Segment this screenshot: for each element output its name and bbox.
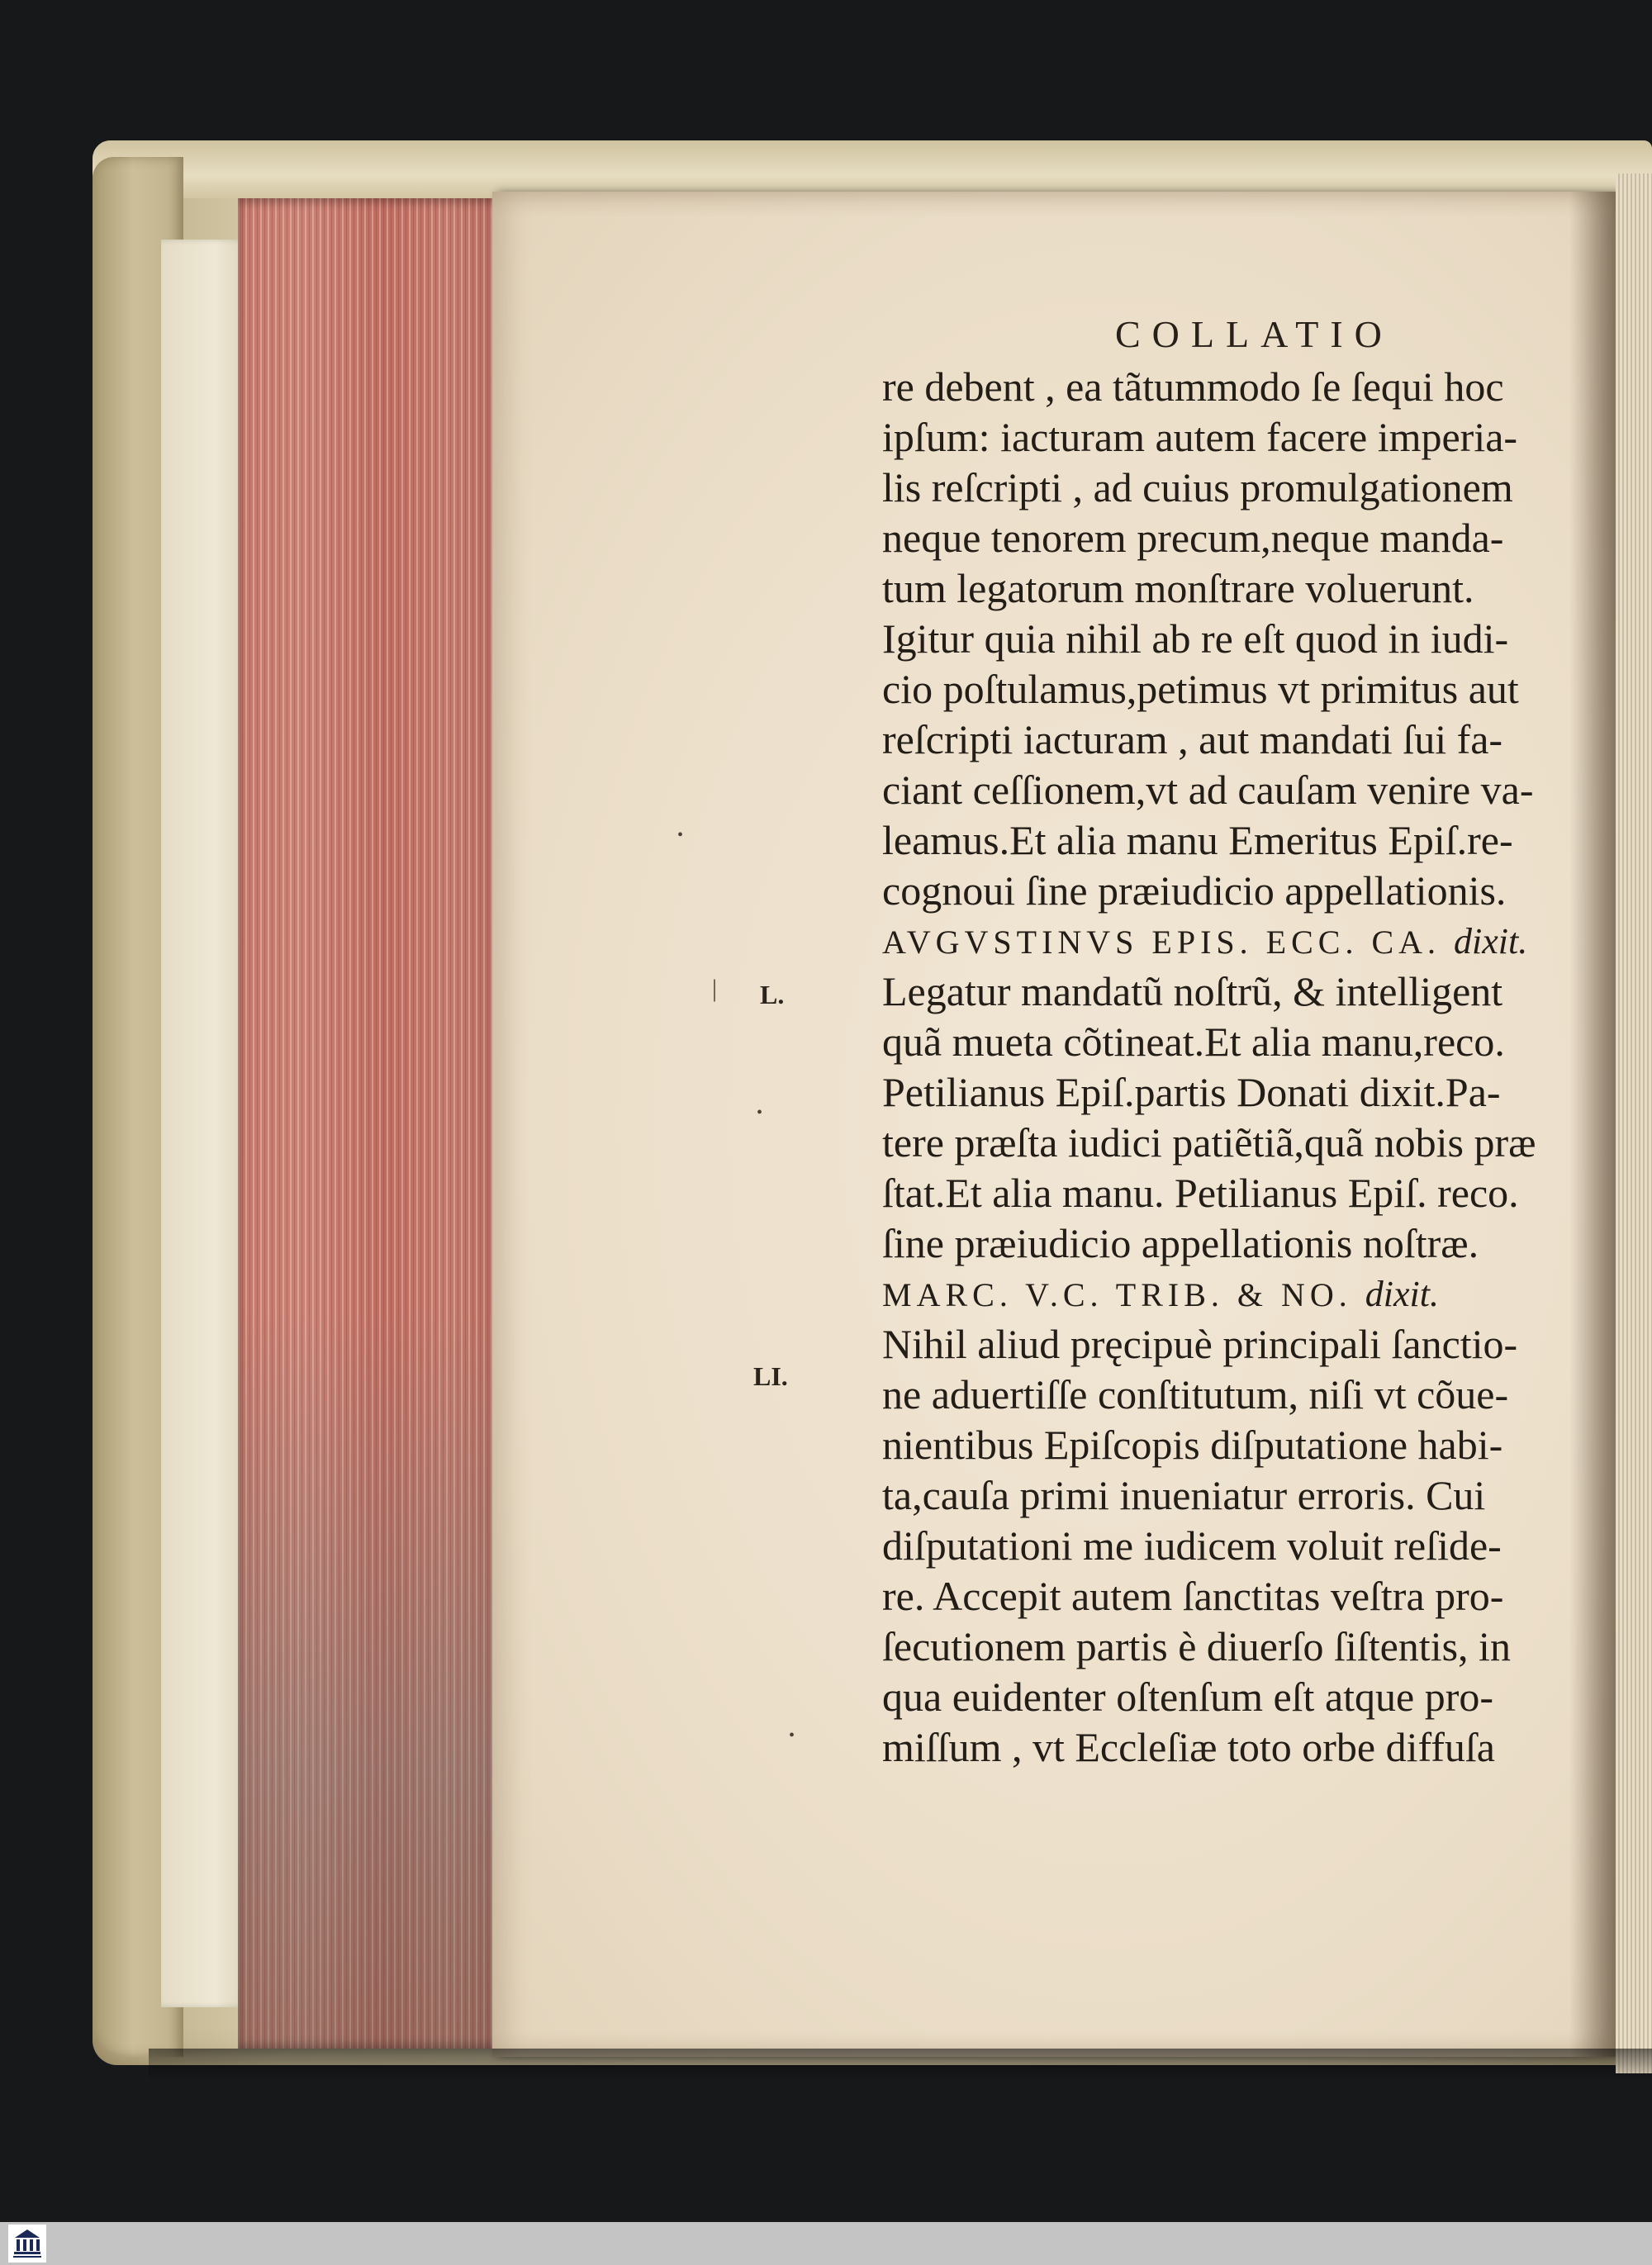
speaker-line — [882, 1269, 1609, 1319]
margin-dot: • — [789, 1726, 795, 1745]
text-line: re debent , ea tãtummodo ſe ſequi hoc — [882, 363, 1504, 410]
margin-dot: • — [677, 826, 684, 844]
text-line: qua euidenter oſtenſum eſt atque pro- — [882, 1674, 1494, 1720]
text-line: leamus.Et alia manu Emeritus Epiſ.re- — [882, 817, 1513, 863]
text-line: ta,cauſa primi inueniatur erroris. Cui — [882, 1472, 1486, 1518]
text-line: Igitur quia nihil ab re eſt quod in iudi- — [882, 615, 1509, 662]
speaker-dixit: dixit. — [1365, 1274, 1439, 1314]
text-line: ſine præiudicio appellationis noſtræ. — [882, 1220, 1479, 1266]
bottom-shadow — [149, 2049, 1652, 2082]
margin-marker: L. — [760, 980, 785, 1009]
speaker-line — [882, 916, 1609, 966]
text-line: neque tenorem precum,neque manda- — [882, 515, 1504, 561]
speaker-dixit: dixit. — [1454, 921, 1528, 962]
text-line: ſecutionem partis è diuerſo ſiſtentis, in — [882, 1623, 1511, 1669]
margin-dot: • — [757, 1104, 763, 1122]
page-edge-shading — [238, 198, 502, 2049]
text-line: diſputationi me iudicem voluit reſide- — [882, 1522, 1502, 1569]
speaker-name: MARC. V.C. TRIB. & NO. — [882, 1276, 1352, 1313]
text-line: Nihil aliud pręcipuè principali ſanctio- — [882, 1321, 1518, 1367]
margin-marker: LI. — [753, 1361, 788, 1391]
text-line: quã mueta cõtineat.Et alia manu,reco. — [882, 1019, 1505, 1065]
text-line: cio poſtulamus,petimus vt primitus aut — [882, 666, 1519, 712]
text-line: cognoui ſine præiudicio appellationis. — [882, 867, 1507, 914]
running-head: COLLATIO — [1115, 313, 1393, 355]
text-line: Petilianus Epiſ.partis Donati dixit.Pa- — [882, 1069, 1501, 1115]
text-line: nientibus Epiſcopis diſputatione habi- — [882, 1422, 1503, 1468]
text-line: reſcripti iacturam , aut mandati ſui fa- — [882, 716, 1503, 762]
text-line: miſſum , vt Eccleſiæ toto orbe diffuſa — [882, 1724, 1495, 1770]
text-line: ne aduertiſſe conſtitutum, niſi vt cõue- — [882, 1371, 1509, 1417]
text-line: tum legatorum monſtrare voluerunt. — [882, 565, 1474, 611]
library-building-icon[interactable] — [8, 2225, 46, 2263]
text-line: Legatur mandatũ noſtrũ, & intelligent — [882, 968, 1503, 1014]
text-line: re. Accepit autem ſanctitas veſtra pro- — [882, 1573, 1504, 1619]
text-line: ciant ceſſionem,vt ad cauſam venire va- — [882, 767, 1534, 813]
speaker-name: AVGVSTINVS EPIS. ECC. CA. — [882, 924, 1441, 961]
facing-page-stack — [1616, 173, 1652, 2073]
text-line: ipſum: iacturam autem facere imperia- — [882, 414, 1518, 460]
text-line: tere præſta iudici patiẽtiã,quã nobis præ — [882, 1119, 1536, 1166]
text-line: lis reſcripti , ad cuius promulgationem — [882, 464, 1513, 510]
vellum-top-edge — [93, 140, 1652, 198]
text-line: ſtat.Et alia manu. Petilianus Epiſ. reco. — [882, 1170, 1519, 1216]
margin-stroke: | — [712, 975, 718, 1002]
text-block — [882, 362, 1609, 1773]
viewer-footer-bar — [0, 2222, 1652, 2265]
